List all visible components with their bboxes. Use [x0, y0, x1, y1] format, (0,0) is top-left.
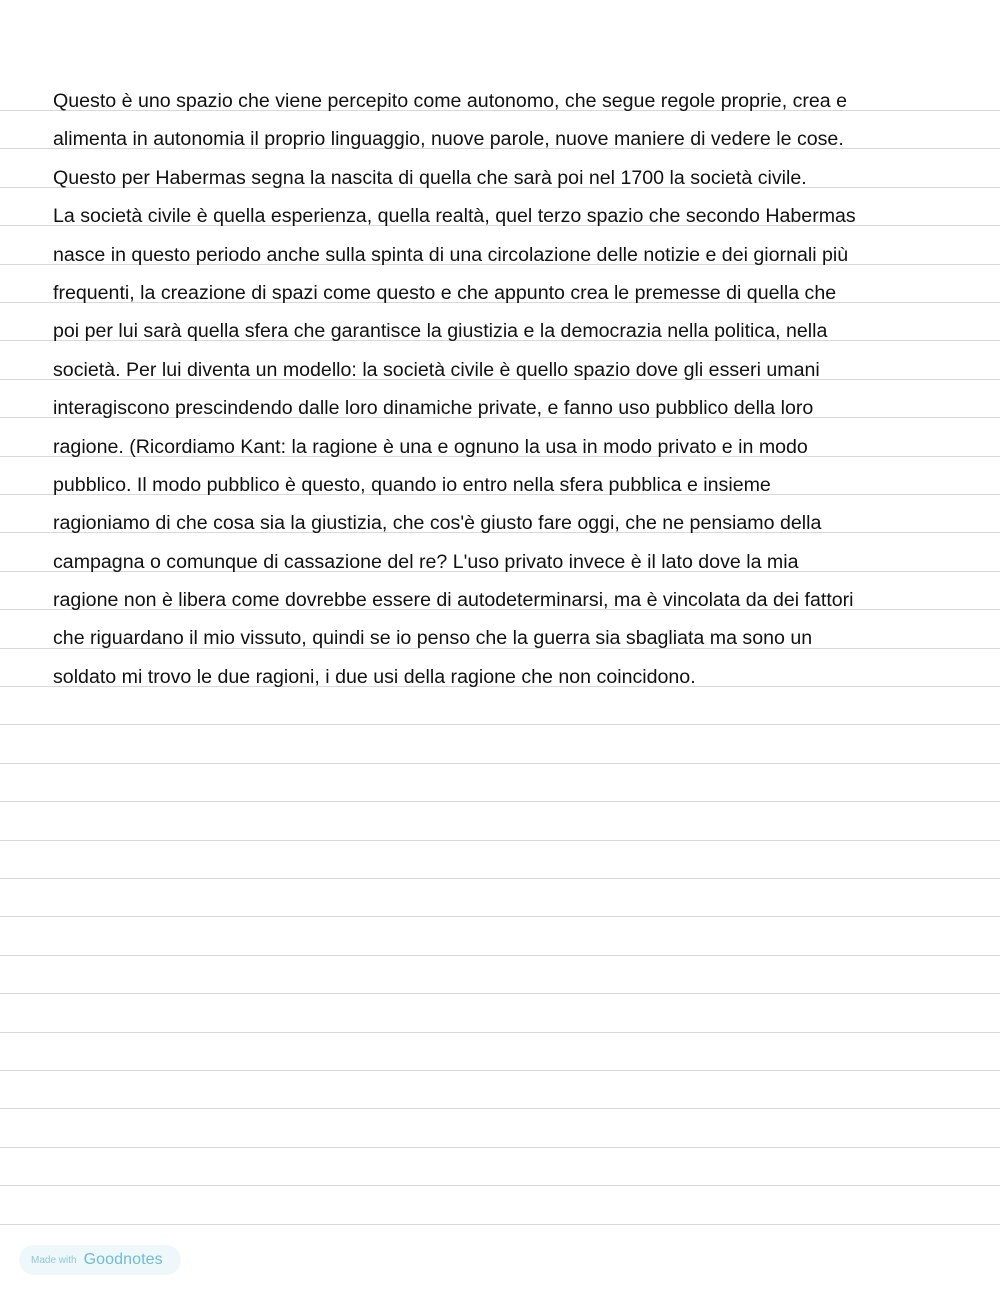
ruled-line [0, 1032, 1000, 1033]
made-with-goodnotes-badge [19, 1245, 181, 1275]
text-line: campagna o comunque di cassazione del re? L'uso privato invece è il lato dove la mia [53, 550, 799, 573]
text-line: società. Per lui diventa un modello: la società civile è quello spazio dove gli esseri umani [53, 358, 820, 381]
ruled-line [0, 1185, 1000, 1186]
ruled-line [0, 724, 1000, 725]
ruled-line [0, 878, 1000, 879]
text-line: frequenti, la creazione di spazi come questo e che appunto crea le premesse di quella che [53, 281, 837, 304]
ruled-line [0, 993, 1000, 994]
text-line: alimenta in autonomia il proprio linguaggio, nuove parole, nuove maniere di vedere le cose. [53, 128, 844, 151]
text-line: soldato mi trovo le due ragioni, i due usi della ragione che non coincidono. [53, 665, 696, 688]
text-line: Questo per Habermas segna la nascita di quella che sarà poi nel 1700 la società civile. [53, 166, 807, 189]
ruled-line [0, 1147, 1000, 1148]
text-line: Questo è uno spazio che viene percepito come autonomo, che segue regole proprie, crea e [53, 90, 848, 112]
ruled-line [0, 916, 1000, 917]
ruled-line [0, 955, 1000, 956]
ruled-line [0, 763, 1000, 764]
note-text [53, 82, 953, 696]
ruled-line [0, 1108, 1000, 1109]
text-line: poi per lui sarà quella sfera che garantisce la giustizia e la democrazia nella politica, nella [53, 320, 828, 343]
text-line: ragione non è libera come dovrebbe essere di autodeterminarsi, ma è vincolata da dei fattori [53, 589, 854, 612]
text-line: che riguardano il mio vissuto, quindi se io penso che la guerra sia sbagliata ma sono un [53, 627, 813, 650]
ruled-line [0, 840, 1000, 841]
text-line: interagiscono prescindendo dalle loro dinamiche private, e fanno uso pubblico della loro [53, 397, 814, 420]
ruled-line [0, 1070, 1000, 1071]
text-line: ragioniamo di che cosa sia la giustizia, che cos'è giusto fare oggi, che ne pensiamo della [53, 512, 822, 535]
text-line: pubblico. Il modo pubblico è questo, quando io entro nella sfera pubblica e insieme [53, 473, 771, 496]
text-line: ragione. (Ricordiamo Kant: la ragione è una e ognuno la usa in modo privato e in modo [53, 435, 808, 458]
badge-prefix-label: Made with [31, 1254, 77, 1266]
goodnotes-logo: Goodnotes [83, 1251, 163, 1268]
ruled-line [0, 801, 1000, 802]
ruled-line [0, 1224, 1000, 1225]
text-line: La società civile è quella esperienza, quella realtà, quel terzo spazio che secondo Habermas [53, 205, 856, 228]
text-line: nasce in questo periodo anche sulla spinta di una circolazione delle notizie e dei giornali più [53, 243, 849, 266]
